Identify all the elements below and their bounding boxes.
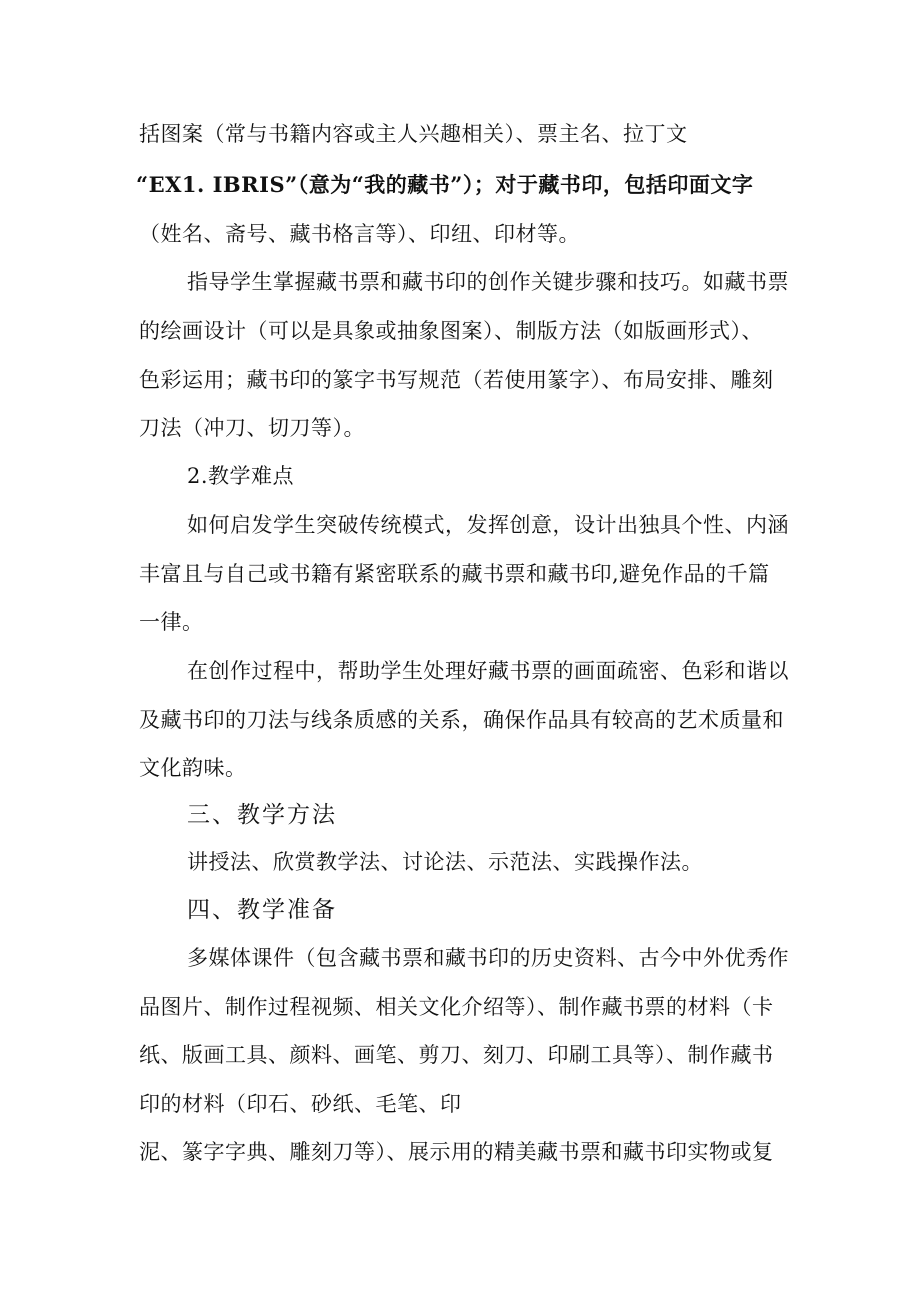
paragraph-line: “EX1. IBRIS”（意为“我的藏书”）；对于藏书印，包括印面文字 [136,172,754,197]
paragraph-line: 品图片、制作过程视频、相关文化介绍等）、制作藏书票的材料（卡 [139,995,774,1019]
paragraph-line: 丰富且与自己或书籍有紧密联系的藏书票和藏书印,避免作品的千篇 [139,562,770,586]
paragraph-line: 及藏书印的刀法与线条质感的关系，确保作品具有较高的艺术质量和 [139,708,784,732]
paragraph-line: 纸、版画工具、颜料、画笔、剪刀、刻刀、印刷工具等）、制作藏书 [139,1043,774,1067]
paragraph-line: 讲授法、欣赏教学法、讨论法、示范法、实践操作法。 [187,850,703,874]
paragraph-line: 泥、篆字字典、雕刻刀等）、展示用的精美藏书票和藏书印实物或复 [139,1140,774,1164]
paragraph-line: 的绘画设计（可以是具象或抽象图案）、制版方法（如版画形式）、 [139,319,763,343]
paragraph-line: 刀法（冲刀、切刀等）。 [139,416,365,440]
paragraph-line: 文化韵味。 [139,756,247,780]
paragraph-line: 在创作过程中，帮助学生处理好藏书票的画面疏密、色彩和谐以 [187,659,789,683]
paragraph-line: 多媒体课件（包含藏书票和藏书印的历史资料、古今中外优秀作 [187,946,789,970]
section-heading: 三、教学方法 [187,802,337,828]
section-subheading: 2.教学难点 [187,464,295,488]
paragraph-line: 如何启发学生突破传统模式，发挥创意，设计出独具个性、内涵 [187,513,789,537]
paragraph-line: 印的材料（印石、砂纸、毛笔、印 [139,1092,462,1116]
paragraph-line: 一律。 [139,610,204,634]
paragraph-line: 色彩运用；藏书印的篆字书写规范（若使用篆字）、布局安排、雕刻 [139,368,774,392]
paragraph-line: 括图案（常与书籍内容或主人兴趣相关）、票主名、拉丁文 [139,122,688,146]
paragraph-line: （姓名、斋号、藏书格言等）、印纽、印材等。 [139,222,580,246]
paragraph-line: 指导学生掌握藏书票和藏书印的创作关键步骤和技巧。如藏书票 [187,270,789,294]
section-heading: 四、教学准备 [187,897,337,923]
